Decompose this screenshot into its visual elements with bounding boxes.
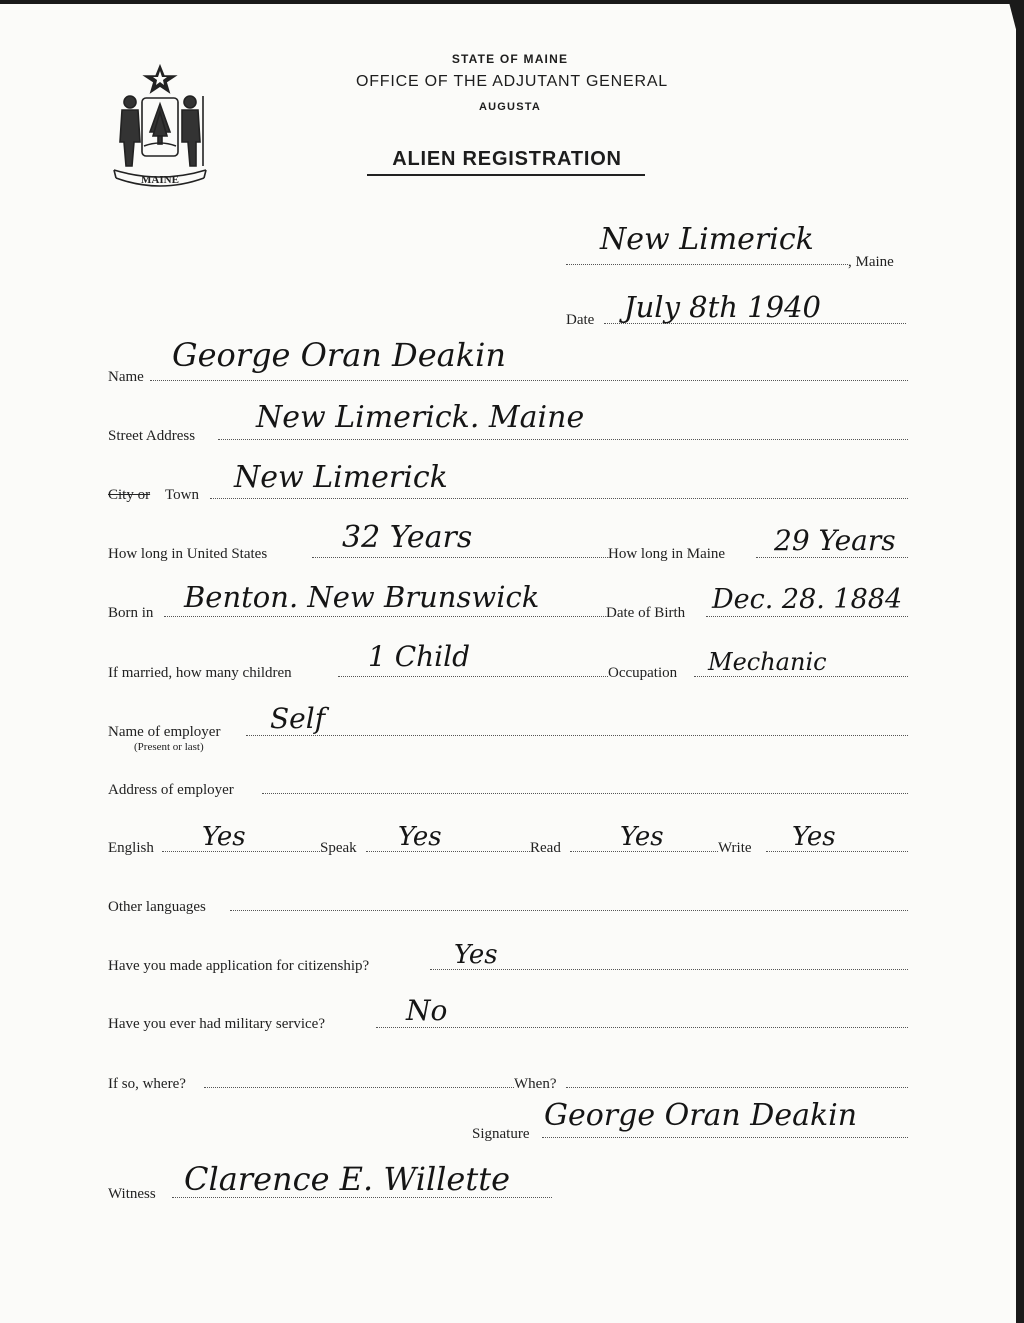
witness-value: Clarence E. Willette: [184, 1160, 510, 1198]
how-long-maine-label: How long in Maine: [608, 546, 726, 562]
date-of-birth-line: [706, 616, 908, 617]
citizenship-value: Yes: [454, 940, 498, 970]
title-underline: [367, 174, 645, 176]
scan-edge-right: [1016, 0, 1024, 1323]
when-label: When?: [514, 1076, 557, 1092]
witness-label: Witness: [108, 1186, 156, 1202]
citizenship-line: [430, 969, 908, 970]
occupation-label: Occupation: [608, 665, 678, 681]
english-label: English: [108, 840, 154, 856]
occupation-line: [694, 676, 908, 677]
other-languages-line: [230, 910, 908, 911]
born-in-value: Benton. New Brunswick: [184, 580, 540, 614]
english-value: Yes: [202, 822, 246, 852]
street-address-value: New Limerick. Maine: [256, 400, 585, 435]
town-value: New Limerick: [234, 460, 448, 495]
maine-label: , Maine: [848, 254, 894, 270]
speak-label: Speak: [320, 840, 357, 856]
town-line: [210, 498, 908, 499]
employer-name-label: Name of employer: [108, 724, 221, 740]
children-line: [338, 676, 608, 677]
children-value: 1 Child: [368, 640, 471, 673]
employer-address-label: Address of employer: [108, 782, 234, 798]
date-of-birth-label: Date of Birth: [606, 605, 686, 621]
military-label: Have you ever had military service?: [108, 1016, 325, 1032]
occupation-value: Mechanic: [708, 648, 827, 676]
born-in-line: [164, 616, 606, 617]
name-line: [150, 380, 908, 381]
street-address-line: [218, 439, 908, 440]
form-title: ALIEN REGISTRATION: [392, 148, 622, 170]
scan-edge-top: [0, 0, 1024, 4]
signature-label: Signature: [472, 1126, 530, 1142]
born-in-label: Born in: [108, 605, 154, 621]
date-of-birth-value: Dec. 28. 1884: [712, 584, 903, 615]
header-city: AUGUSTA: [479, 101, 541, 113]
how-long-us-value: 32 Years: [342, 520, 473, 555]
read-label: Read: [530, 840, 561, 856]
how-long-us-label: How long in United States: [108, 546, 268, 562]
signature-line: [542, 1137, 908, 1138]
place-value: New Limerick: [600, 222, 814, 257]
other-languages-label: Other languages: [108, 899, 206, 915]
town-label: Town: [165, 487, 199, 503]
citizenship-label: Have you made application for citizenship?: [108, 958, 370, 974]
name-label: Name: [108, 369, 144, 385]
street-address-label: Street Address: [108, 428, 196, 444]
write-value: Yes: [792, 822, 836, 852]
speak-line: [366, 851, 530, 852]
when-line: [566, 1087, 908, 1088]
name-value: George Oran Deakin: [172, 336, 506, 374]
children-label: If married, how many children: [108, 665, 292, 681]
read-value: Yes: [620, 822, 664, 852]
how-long-maine-line: [756, 557, 908, 558]
how-long-us-line: [312, 557, 608, 558]
employer-address-line: [262, 793, 908, 794]
date-value: July 8th 1940: [624, 290, 821, 324]
employer-note-label: (Present or last): [134, 741, 204, 753]
military-value: No: [406, 994, 448, 1027]
military-line: [376, 1027, 908, 1028]
if-so-where-label: If so, where?: [108, 1076, 186, 1092]
date-label: Date: [566, 312, 595, 328]
place-line: [566, 264, 848, 265]
header-state: STATE OF MAINE: [451, 52, 569, 66]
speak-value: Yes: [398, 822, 442, 852]
employer-name-value: Self: [270, 702, 326, 735]
seal-text: MAINE: [141, 174, 179, 186]
if-so-where-line: [204, 1087, 514, 1088]
header-office: OFFICE OF THE ADJUTANT GENERAL: [355, 73, 669, 90]
city-label-struck: City or: [108, 487, 151, 503]
write-line: [766, 851, 908, 852]
signature-value: George Oran Deakin: [544, 1098, 858, 1133]
employer-name-line: [246, 735, 908, 736]
write-label: Write: [718, 840, 752, 856]
how-long-maine-value: 29 Years: [774, 524, 896, 557]
